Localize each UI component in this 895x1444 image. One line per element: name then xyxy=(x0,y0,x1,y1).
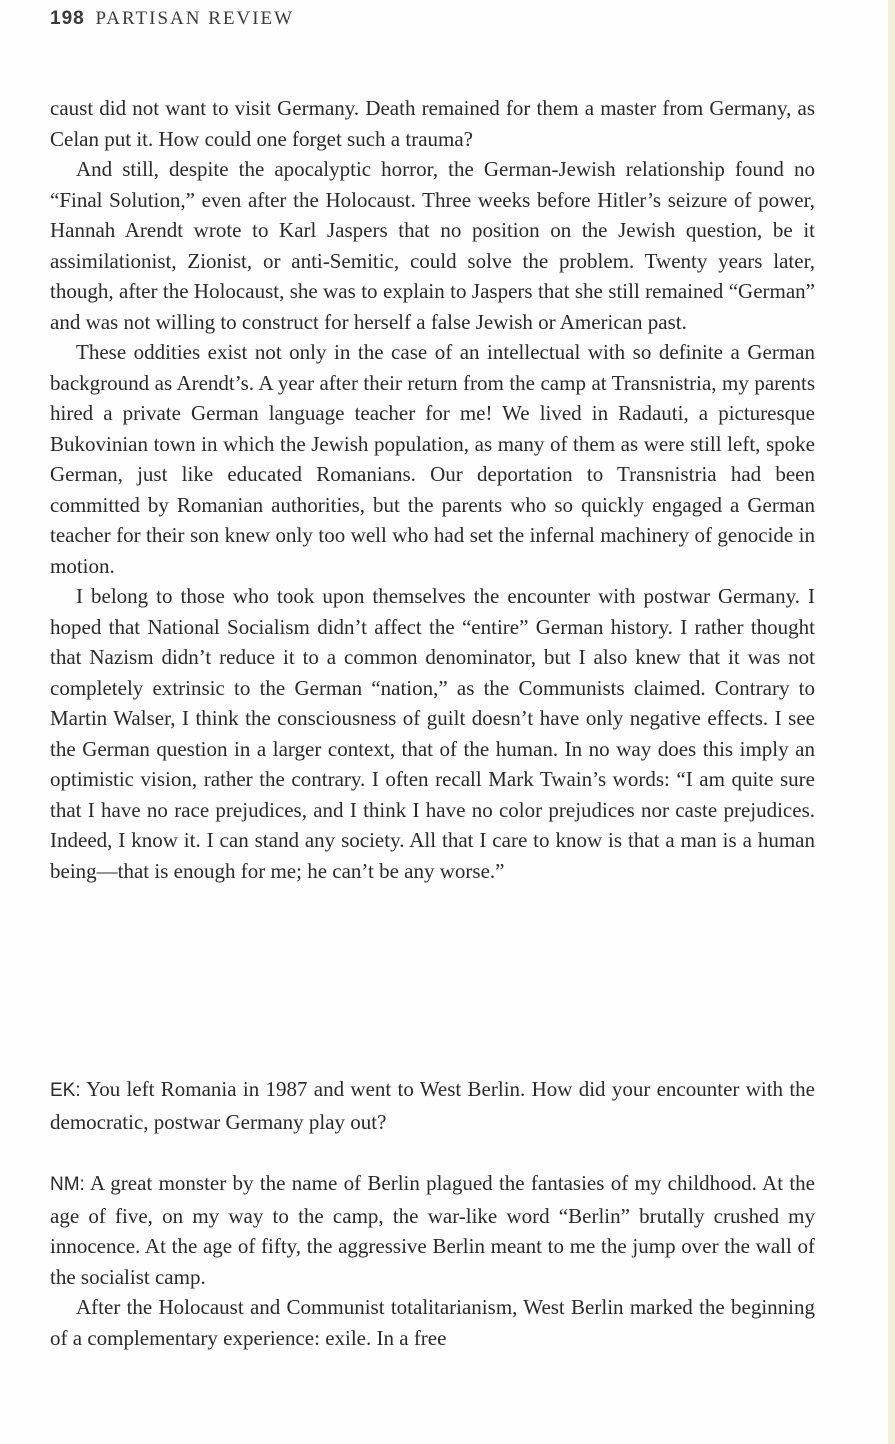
question-paragraph xyxy=(50,1074,815,1137)
speaker-ek: EK: xyxy=(50,1080,81,1101)
journal-title: PARTISAN REVIEW xyxy=(95,8,295,29)
paragraph: And still, despite the apocalyptic horror, the German-Jewish relationship found no “Final Solution,” even after the Holocaust. Three weeks before Hitler’s seizure of power, Hannah Arendt wrote to Karl Jaspers that no position on the Jewish question, be it assimilationist, Zionist, or anti-Semitic, could solve the problem. Twenty years later, though, after the Holocaust, she was to explain to Jaspers that she still remained “German” and was not willing to construct for herself a false Jewish or American past. xyxy=(50,157,815,334)
page-number: 198 xyxy=(50,8,85,29)
paragraph-continuation: caust did not want to visit Germany. Death remained for them a master from Germany, as Celan put it. How could one forget such a trauma? xyxy=(50,96,815,151)
speaker-nm: NM: xyxy=(50,1174,85,1195)
paragraph: After the Holocaust and Communist totalitarianism, West Berlin marked the beginning of a complementary experience: exile. In a free xyxy=(50,1295,815,1350)
interview-question xyxy=(50,1074,815,1137)
answer-paragraph xyxy=(50,1168,815,1292)
question-text: You left Romania in 1987 and went to West Berlin. How did your encounter with the democratic, postwar Germany play out? xyxy=(50,1077,815,1134)
page-edge-strip xyxy=(888,0,895,1444)
answer-text: A great monster by the name of Berlin plagued the fantasies of my childhood. At the age of five, on my way to the camp, the war-like word “Berlin” brutally crushed my innocence. At the age of fifty, the aggressive Berlin meant to me the jump over the wall of the socialist camp. xyxy=(50,1171,815,1289)
interview-answer xyxy=(50,1168,815,1353)
paragraph: These oddities exist not only in the case of an intellectual with so definite a German background as Arendt’s. A year after their return from the camp at Transnistria, my parents hired a private German language teacher for me! We lived in Radauti, a picturesque Bukovinian town in which the Jewish population, as many of them as were still left, spoke German, just like educated Romanians. Our deportation to Transnistria had been committed by Romanian authorities, but the parents who so quickly engaged a German teacher for their son knew only too well who had set the infernal machinery of genocide in motion. xyxy=(50,340,815,578)
main-text xyxy=(50,93,815,886)
paragraph: I belong to those who took upon themselves the encounter with postwar Germany. I hoped that National Socialism didn’t affect the “entire” German history. I rather thought that Nazism didn’t reduce it to a common denominator, but I also knew that it was not completely extrinsic to the German “nation,” as the Communists claimed. Contrary to Martin Walser, I think the consciousness of guilt doesn’t have only negative effects. I see the German question in a larger context, that of the human. In no way does this imply an optimistic vision, rather the contrary. I often recall Mark Twain’s words: “I am quite sure that I have no race prejudices, and I think I have no color prejudices nor caste prejudices. Indeed, I know it. I can stand any society. All that I care to know is that a man is a human being—that is enough for me; he can’t be any worse.” xyxy=(50,584,815,883)
running-head xyxy=(50,8,294,30)
